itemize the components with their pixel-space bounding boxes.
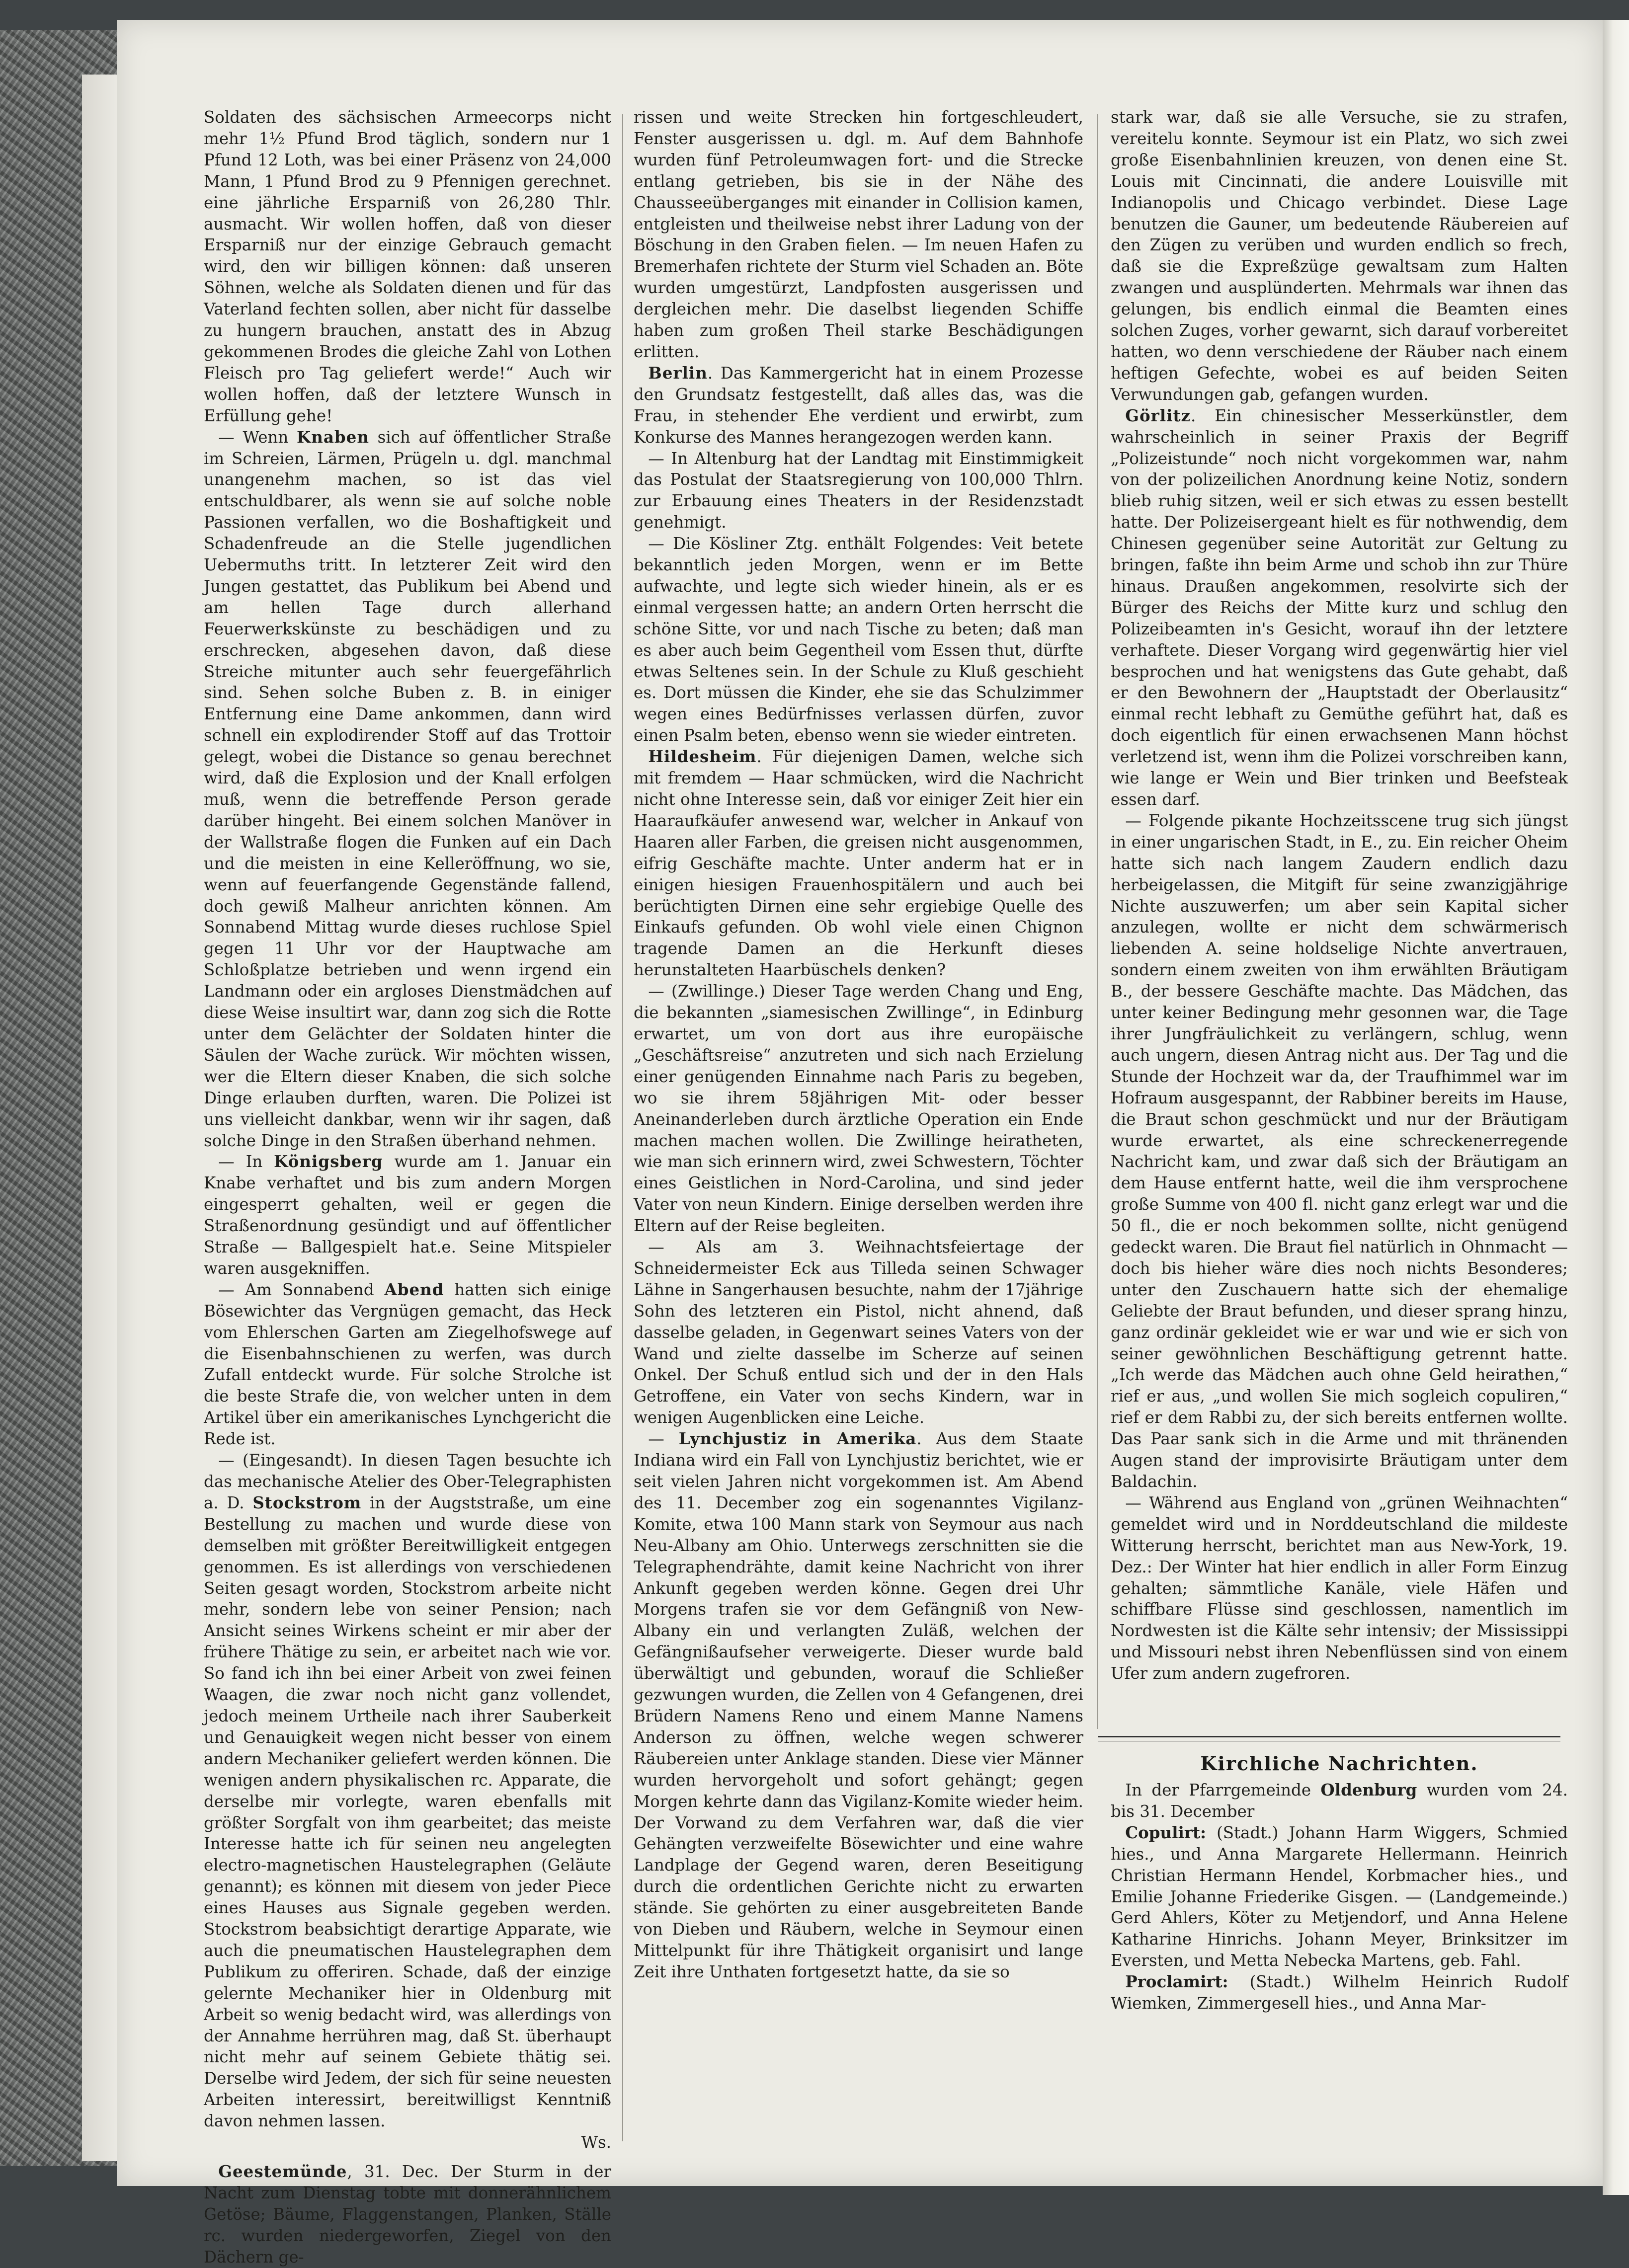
article-koenigsberg: — In Königsberg wurde am 1. Januar ein Knabe verhaftet und bis zum andern Morgen eingesperrt gehalten, weil er gegen die Straßenordnung gesündigt und auf öffentlicher Straße — Ballgespielt hat.e. Seine Mitspieler waren ausgekniffen. [204,1152,612,1278]
section-rule [1098,1736,1560,1741]
article-weihnachten: — Als am 3. Weihnachtsfeiertage der Schneidermeister Eck aus Tilleda seinen Schwager Lähne in Sangerhausen besuchte, nahm der 17jährige Sohn des letzteren ein Pistol, nicht ahnend, daß dasselbe geladen, in Gegenwart seines Vaters von der Wand und zielte dasselbe im Scherze auf seinen Onkel. Der Schuß entlud sich und der in den Hals Getroffene, ein Vater von sechs Kindern, war in wenigen Augenblicken eine Leiche. [634,1238,1083,1427]
article-stockstrom: — (Eingesandt). In diesen Tagen besuchte ich das mechanische Atelier des Ober-Telegraphisten a. D. Stockstrom in der Augststraße, um eine Bestellung zu machen und wurde diese von demselben mit größter Bereitwilligkeit entgegen genommen. Es ist allerdings von verschiedenen Seiten gesagt worden, Stockstrom arbeite nicht mehr, sondern lebe von seiner Pension; nach Ansicht seines Wirkens scheint er mir aber der frühere Thätige zu sein, er arbeitet nach wie vor. So fand ich ihn bei einer Arbeit von zwei feinen Waagen, die zwar noch nicht ganz vollendet, jedoch meinem Urtheile nach ihrer Sauberkeit und Genauigkeit wegen nicht besser von einem andern Mechaniker geliefert werden können. Die wenigen andern physikalischen rc. Apparate, die derselbe mir vorlegte, waren ebenfalls mit größter Sorgfalt von ihm gearbeitet; das meiste Interesse hatte ich für seinen neu angelegten electro-magnetischen Haustelegraphen (Geläute genannt); es können mit diesem von jeder Piece eines Hauses aus Signale gegeben werden. Stockstrom beabsichtigt derartige Apparate, wie auch die pneumatischen Haustelegraphen dem Publikum zu offeriren. Schade, daß der einzige gelernte Mechaniker hier in Oldenburg mit Arbeit so wenig bedacht wird, was allerdings von der Annahme herrühren mag, daß St. überhaupt nicht mehr auf seinem Gebiete thätig sei. Derselbe wird Jedem, der sich für seine neuesten Arbeiten interessirt, bereitwilligst Kenntniß davon nehmen lassen. [204,1451,611,2131]
section-heading: Kirchliche Nachrichten. [1200,1752,1478,1775]
article-altenburg: — In Altenburg hat der Landtag mit Einstimmigkeit das Postulat der Staatsregierung von 100,000 Thlrn. zur Erbauung eines Theaters in der Residenzstadt genehmigt. [634,449,1083,532]
article-keyword: Oldenburg [1320,1780,1417,1799]
article-abend: — Am Sonnabend Abend hatten sich einige Bösewichter das Vergnügen gemacht, das Heck vom Ehlerschen Garten am Ziegelhofswege auf die Eisenbahnschienen zu werfen, was durch Zufall entdeckt wurde. Für solche Strolche ist die beste Strafe die, von welcher unten in dem Artikel über ein amerikanisches Lynchgericht die Rede ist. [204,1279,611,1449]
article-keyword: Hildesheim [648,747,757,767]
church-news [1111,1780,1568,2014]
article-geestemuende: Geestemünde, 31. Dec. Der Sturm in der Nacht zum Dienstag tobte mit donnerähnlichem Getöse; Bäume, Flaggenstangen, Planken, Ställe rc. wurden niedergeworfen, Ziegel von den Dächern ge- [204,2162,611,2267]
article-berlin: Berlin. Das Kammergericht hat in einem Prozesse den Grundsatz festgestellt, daß alles das, was die Frau, in stehender Ehe verdient und erwirbt, zum Konkurse des Mannes herangezogen werden kann. [634,363,1083,447]
article-signature: Ws. [581,2133,611,2152]
article-text: Soldaten des sächsischen Armeecorps nicht mehr 1½ Pfund Brod täglich, sondern nur 1 Pfund 12 Loth, was bei einer Präsenz von 24,000 Mann, 1 Pfund Brod zu 9 Pfennigen gerechnet. eine jährliche Ersparniß von 26,280 Thlr. ausmacht. Wir wollen hoffen, daß von dieser Ersparniß nur der einzige Gebrauch gemacht wird, den wir billigen können: daß unseren Söhnen, welche als Soldaten dienen und für das Vaterland fechten sollen, aber nicht für dasselbe zu hungern brauchen, anstatt des in Abzug gekommenen Brodes die gleiche Zahl von Lothen Fleisch pro Tag geliefert werde!“ Auch wir wollen hoffen, daß der letztere Wunsch in Erfüllung gehe! [204,108,611,425]
church-proclamirt: Proclamirt: (Stadt.) Wilhelm Heinrich Rudolf Wiemken, Zimmergesell hies., und Anna Mar- [1111,1972,1568,2013]
column-divider [1097,114,1098,1729]
article-keyword: Abend [384,1279,444,1299]
column-1 [204,107,611,2268]
article-keyword: Copulirt: [1125,1822,1206,1842]
article-knaben: — Wenn Knaben sich auf öffentlicher Straße im Schreien, Lärmen, Prügeln u. dgl. manchmal unangenehm machen, so ist das viel entschuldbarer, als wenn sie auf solche noble Passionen verfallen, wo die Boshaftigkeit und Schadenfreude an die Stelle jugendlichen Uebermuths tritt. In letzterer Zeit wird den Jungen gestattet, das Publikum bei Abend und am hellen Tage durch allerhand Feuerwerkskünste zu beschädigen und zu erschrecken, abgesehen davon, daß diese Streiche mitunter auch sehr feuergefährlich sind. Sehen solche Buben z. B. in einiger Entfernung eine Dame ankommen, dann wird schnell ein explodirender Stoff auf das Trottoir gelegt, wobei die Distance so genau berechnet wird, daß die Explosion und der Knall erfolgen muß, wenn die betreffende Person gerade darüber hingeht. Bei einem solchen Manöver in der Wallstraße flogen die Funken auf ein Dach und die meisten in eine Kelleröffnung, wo sie, wenn auf feuerfangende Gegenstände fallend, doch gewiß Malheur anrichten können. Am Sonnabend Mittag wurde dieses ruchlose Spiel gegen 11 Uhr vor der Hauptwache am Schloßplatze betrieben und wenn irgend ein Landmann oder ein argloses Dienstmädchen auf diese Weise insultirt war, dann zog sich die Rotte unter dem Gelächter der Soldaten hinter die Säulen der Wache zurück. Wir möchten wissen, wer die Eltern dieser Knaben, die sich solche Dinge erlauben durften, waren. Die Polizei ist uns vielleicht dankbar, wenn wir ihr sagen, daß solche Dinge in den Straßen überhand nehmen. [204,427,611,1150]
article-koesliner: — Die Kösliner Ztg. enthält Folgendes: Veit betete bekanntlich jeden Morgen, wenn er im Bette aufwachte, und legte sich wieder hinein, als er es einmal vergessen hatte; an andern Orten herrscht die schöne Sitte, vor und nach Tische zu beten; daß man es aber auch beim Gegentheil vom Essen thut, dürfte etwas Seltenes sein. In der Schule zu Kluß geschieht es. Dort müssen die Kinder, ehe sie das Schulzimmer wegen eines Bedürfnisses verlassen dürfen, zuvor einen Psalm beten, ebenso wenn sie wieder eintreten. [634,534,1083,745]
article-keyword: Königsberg [274,1152,383,1172]
article-keyword: Knaben [296,427,369,447]
column-3 [1111,107,1568,1684]
column-divider [622,114,623,2141]
article-winter: — Während aus England von „grünen Weihnachten“ gemeldet wird und in Norddeutschland die mildeste Witterung herrscht, berichtet man aus New-York, 19. Dez.: Der Winter hat hier endlich in aller Form Einzug gehalten; sämmtliche Kanäle, viele Häfen und schiffbare Flüsse sind geschlossen, namentlich im Nordwesten ist die Kälte sehr intensiv; der Mississippi und Missouri nebst ihren Nebenflüssen sind von einem Ufer zum andern zugefroren. [1111,1493,1568,1683]
article-text: stark war, daß sie alle Versuche, sie zu strafen, vereitelu konnte. Seymour ist ein Platz, wo sich zwei große Eisenbahnlinien kreuzen, von denen eine St. Louis mit Cincinnati, die andere Louisville mit Indianopolis und Chicago verbindet. Diese Lage benutzen die Gauner, um bedeutende Räubereien auf den Zügen zu verüben und wurden endlich so frech, daß sie die Expreßzüge gewaltsam zum Halten zwangen und ausplünderten. Mehrmals war ihnen das gelungen, bis endlich einmal die Beamten eines solchen Zuges, vorher gewarnt, sich darauf vorbereitet hatten, wo denn verschiedene der Räuber nach einem heftigen Gefechte, wobei es auf beiden Seiten Verwundungen gab, gefangen wurden. [1111,108,1568,404]
article-goerlitz: Görlitz. Ein chinesischer Messerkünstler, dem wahrscheinlich in seiner Praxis der Begriff „Polizeistunde“ noch nicht vorgekommen war, nahm von der polizeilichen Anordnung keine Notiz, sondern blieb ruhig sitzen, weil er sich etwas zu essen bestellt hatte. Der Polizeisergeant hielt es für nothwendig, dem Chinesen gegenüber seine Autorität zur Geltung zu bringen, faßte ihn beim Arme und schob ihn zur Thüre hinaus. Draußen angekommen, resolvirte sich der Bürger des Reichs der Mitte kurz und schlug den Polizeibeamten in's Gesicht, worauf ihn der letztere verhaftete. Dieser Vorgang wird gegenwärtig hier viel besprochen und hat wenigstens das Gute gehabt, daß er den Bewohnern der „Hauptstadt der Oberlausitz“ einmal recht lebhaft zu Gemüthe geführt hat, daß es doch eigentlich für einen erwachsenen Mann höchst verletzend ist, wenn ihm die Polizei vorschreiben kann, wie lange er Wein und Bier trinken und Beefsteak essen darf. [1111,405,1568,809]
article-hochzeit: — Folgende pikante Hochzeitsscene trug sich jüngst in einer ungarischen Stadt, in E., zu. Ein reicher Oheim hatte sich nach langem Zaudern endlich dazu herbeigelassen, die Mitgift für seine zwanzigjährige Nichte auszuwerfen; um aber sein Kapital sicher anzulegen, wollte er nicht dem schwärmerisch liebenden A. seine holdselige Nichte anvertrauen, sondern einem zweiten von ihm erwählten Bräutigam B., der bessere Geschäfte machte. Das Mädchen, das unter keiner Bedingung mehr gesonnen war, die Tage ihrer Jungfräulichkeit zu verlängern, schlug, wenn auch ungern, diesen Antrag nicht aus. Der Tag und die Stunde der Hochzeit war da, der Traufhimmel war im Hofraum ausgespannt, der Rabbiner bereits im Hause, die Braut schon geschmückt und nur der Bräutigam wurde erwartet, als eine schreckenerregende Nachricht kam, und zwar daß sich der Bräutigam an dem Hause entfernt hatte, weil die ihm versprochene große Summe von 400 fl. nicht ganz erlegt war und die 50 fl., die er noch bekommen sollte, nicht genügend gedeckt waren. Die Braut fiel natürlich in Ohnmacht — doch bis hieher wäre dies noch nichts Besonderes; unter den Zuschauern hatte sich der ehemalige Geliebte der Braut befunden, und dieser sprang hinzu, ganz ordinär gekleidet wie er war und wie er sich von seiner gewöhnlichen Beschäftigung getrennt hatte. „Ich werde das Mädchen auch ohne Geld heirathen,“ rief er aus, „und wollen Sie mich sogleich copuliren,“ rief er dem Rabbi zu, der sich bereits entfernen wollte. Das Paar sank sich in die Arme und mit thränenden Augen stand der improvisirte Bräutigam unter dem Baldachin. [1111,811,1568,1491]
column-2 [634,107,1083,1983]
article-zwillinge: — (Zwillinge.) Dieser Tage werden Chang und Eng, die bekannten „siamesischen Zwillinge“, in Edinburg erwartet, um von dort aus ihre europäische „Geschäftsreise“ anzutreten und sich nach Erzielung einer genügenden Einnahme nach Paris zu begeben, wo sie ihrem 58jährigen Mit- oder besser Aneinanderleben durch ärztliche Operation ein Ende machen machen wollen. Die Zwillinge heiratheten, wie man sich erinnern wird, zwei Schwestern, Töchter eines Geistlichen in Nord-Carolina, und sind jeder Vater von neun Kindern. Einige derselben werden ihre Eltern auf der Reise begleiten. [634,982,1083,1236]
church-copulirt: Copulirt: (Stadt.) Johann Harm Wiggers, Schmied hies., und Anna Margarete Hellermann. Heinrich Christian Hermann Hendel, Korbmacher hies., und Emilie Johanne Friederike Gisgen. — (Landgemeinde.) Gerd Ahlers, Köter zu Metjendorf, und Anna Helene Katharine Hinrichs. Johann Meyer, Brinksitzer im Eversten, und Metta Nebecka Martens, geb. Fahl. [1111,1822,1568,1970]
article-keyword: Geestemünde [218,2162,347,2181]
article-keyword: Stockstrom [252,1492,362,1512]
right-page-edge [1603,20,1629,2195]
article-keyword: Görlitz [1125,405,1191,425]
article-hildesheim: Hildesheim. Für diejenigen Damen, welche sich mit fremdem — Haar schmücken, wird die Nachricht nicht ohne Interesse sein, daß vor einiger Zeit hier ein Haaraufkäufer anwesend war, welcher in Ankauf von Haaren aller Farben, die greisen nicht ausgenommen, eifrig Geschäfte machte. Unter anderm hat er in einigen hiesigen Frauenhospitälern und auch bei berüchtigten Dirnen eine sehr ergiebige Quelle des Einkaufs gefunden. Ob wohl viele einen Chignon tragende Damen an die Herkunft dieses herunstalteten Haarbüschels denken? [634,747,1083,980]
article-lynchjustiz: — Lynchjustiz in Amerika. Aus dem Staate Indiana wird ein Fall von Lynchjustiz berichtet, wie er seit vielen Jahren nicht vorgekommen ist. Am Abend des 11. December zog ein sogenanntes Vigilanz-Komite, etwa 100 Mann stark von Seymour aus nach Neu-Albany am Ohio. Unterwegs zerschnitten sie die Telegraphendrähte, damit keine Nachricht von ihrer Ankunft gegeben werden könne. Gegen drei Uhr Morgens trafen sie vor dem Gefängniß von New-Albany ein und verlangten Zuläß, welchen der Gefängnißaufseher verweigerte. Dieser wurde bald überwältigt und gebunden, worauf die Schließer gezwungen wurden, die Zellen von 4 Gefangenen, drei Brüdern Namens Reno und einem Manne Namens Anderson zu öffnen, welche wegen schwerer Räubereien unter Anklage standen. Diese vier Männer wurden hervorgeholt und sofort gehängt; gegen Morgen kehrte dann das Vigilanz-Komite wieder heim. Der Vorwand zu dem Verfahren war, daß die vier Gehängten verzweifelte Bösewichter und eine wahre Landplage der Gegend waren, deren Beseitigung durch die ordentlichen Gerichte nicht zu erwarten stände. Sie gehörten zu einer ausgebreiteten Bande von Dieben und Räubern, welche in Seymour einen Mittelpunkt für ihre Thätigkeit organisirt und lange Zeit ihre Unthaten fortgesetzt hatte, da sie so [634,1429,1083,1981]
article-keyword: Berlin [648,363,708,383]
article-keyword: Lynchjustiz in Amerika [678,1429,917,1449]
article-keyword: Proclamirt: [1125,1972,1228,1992]
church-intro: In der Pfarrgemeinde Oldenburg wurden vom 24. bis 31. December [1111,1780,1568,1821]
article-text: rissen und weite Strecken hin fortgeschleudert, Fenster ausgerissen u. dgl. m. Auf dem Bahnhofe wurden fünf Petroleumwagen fort- und die Strecke entlang getrieben, bis sie in der Nähe des Chausseeüberganges mit einander in Collision kamen, entgleisten und theilweise nebst ihrer Ladung von der Böschung in den Graben fielen. — Im neuen Hafen zu Bremerhafen richtete der Sturm viel Schaden an. Böte wurden umgestürzt, Landpfosten ausgerissen und dergleichen mehr. Die daselbst liegenden Schiffe haben zum großen Theil starke Beschädigungen erlitten. [634,108,1083,361]
